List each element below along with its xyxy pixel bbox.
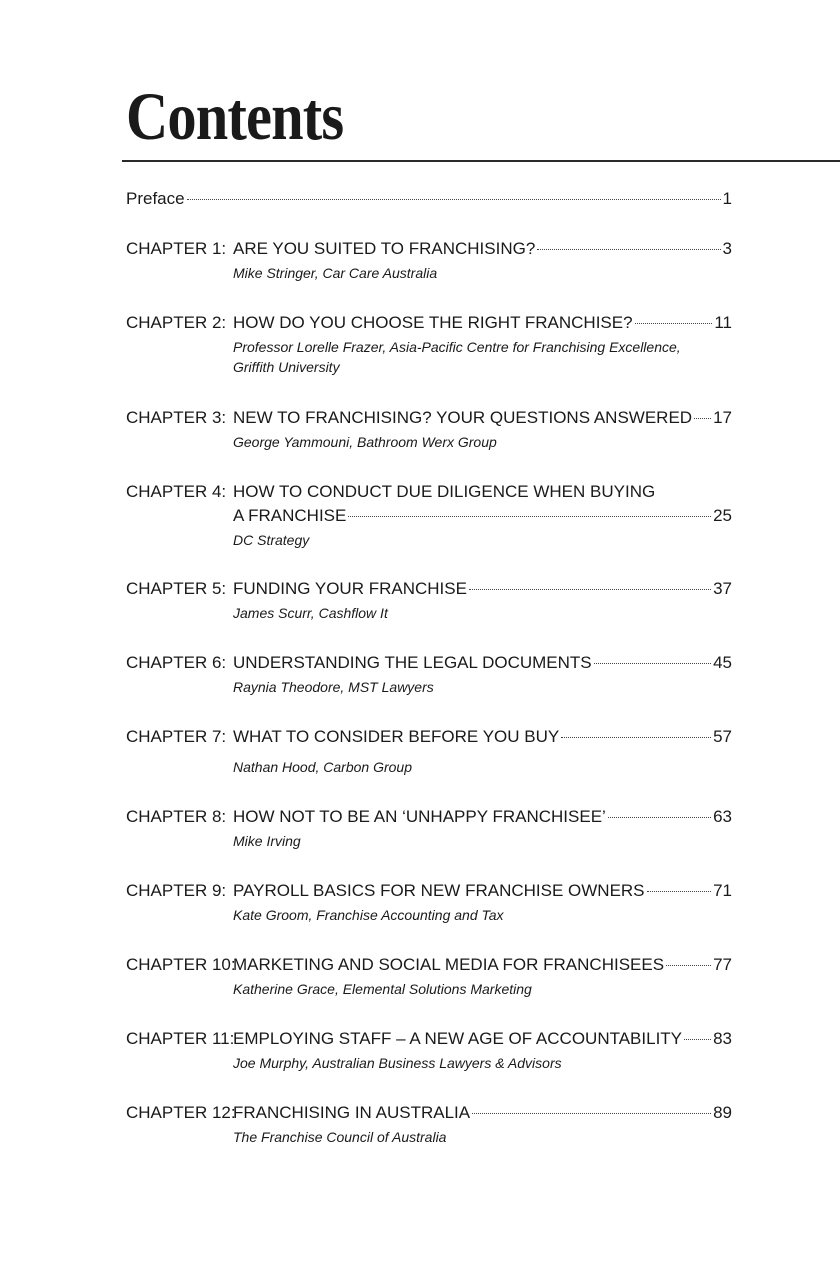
page-number: 11 [714, 313, 732, 332]
chapter-author: DC Strategy [233, 532, 310, 548]
page-number: 45 [713, 653, 732, 672]
dot-leader [187, 198, 721, 200]
page-number: 1 [722, 189, 732, 208]
dot-leader [635, 322, 713, 324]
chapter-author: James Scurr, Cashflow It [233, 605, 388, 621]
dot-leader [537, 248, 720, 250]
toc-entry-chapter-10[interactable] [126, 953, 732, 999]
toc-entry-chapter-11[interactable] [126, 1027, 732, 1073]
chapter-title: MARKETING AND SOCIAL MEDIA FOR FRANCHISEES [233, 955, 665, 974]
page-number: 89 [713, 1103, 732, 1122]
chapter-author: The Franchise Council of Australia [233, 1129, 447, 1145]
chapter-number: CHAPTER 1: [126, 239, 227, 258]
chapter-author: George Yammouni, Bathroom Werx Group [233, 434, 497, 450]
page-number: 25 [713, 506, 732, 525]
chapter-title: WHAT TO CONSIDER BEFORE YOU BUY [233, 727, 560, 746]
chapter-number: CHAPTER 4: [126, 482, 227, 501]
toc-entry-chapter-4[interactable] [126, 480, 732, 550]
chapter-author: Nathan Hood, Carbon Group [233, 759, 412, 775]
title-divider [122, 160, 840, 162]
dot-leader [594, 662, 711, 664]
dot-leader [666, 964, 711, 966]
chapter-author: Raynia Theodore, MST Lawyers [233, 679, 434, 695]
page-number: 83 [713, 1029, 732, 1048]
dot-leader [684, 1038, 711, 1040]
toc-entry-preface[interactable] [126, 187, 732, 211]
chapter-title: EMPLOYING STAFF – A NEW AGE OF ACCOUNTABILITY [233, 1029, 683, 1048]
toc-entry-chapter-2[interactable] [126, 311, 732, 377]
chapter-number: CHAPTER 11: [126, 1029, 235, 1048]
dot-leader [561, 736, 711, 738]
chapter-author: Mike Irving [233, 833, 301, 849]
toc-entry-chapter-8[interactable] [126, 805, 732, 851]
page-number: 71 [713, 881, 732, 900]
toc-entry-chapter-1[interactable] [126, 237, 732, 283]
chapter-number: CHAPTER 10: [126, 955, 236, 974]
chapter-author: Mike Stringer, Car Care Australia [233, 265, 438, 281]
chapter-title: FRANCHISING IN AUSTRALIA [233, 1103, 471, 1122]
dot-leader [472, 1112, 711, 1114]
page-number: 17 [713, 408, 732, 427]
dot-leader [469, 588, 711, 590]
dot-leader [647, 890, 712, 892]
chapter-title-continued: A FRANCHISE [233, 506, 347, 525]
page-title: Contents [126, 78, 344, 154]
toc-entry-chapter-5[interactable] [126, 577, 732, 623]
page-number: 63 [713, 807, 732, 826]
dot-leader [348, 515, 711, 517]
toc-entry-chapter-7[interactable] [126, 725, 732, 777]
chapter-author: Joe Murphy, Australian Business Lawyers & Advisors [233, 1055, 562, 1071]
chapter-number: CHAPTER 3: [126, 408, 227, 427]
chapter-number: CHAPTER 2: [126, 313, 227, 332]
dot-leader [608, 816, 711, 818]
chapter-number: CHAPTER 9: [126, 881, 227, 900]
page-number: 77 [713, 955, 732, 974]
preface-label: Preface [126, 189, 185, 208]
chapter-number: CHAPTER 7: [126, 727, 227, 746]
chapter-number: CHAPTER 6: [126, 653, 227, 672]
toc-entry-chapter-6[interactable] [126, 651, 732, 697]
toc-entry-chapter-3[interactable] [126, 406, 732, 452]
chapter-title: HOW DO YOU CHOOSE THE RIGHT FRANCHISE? [233, 313, 633, 332]
chapter-author-continued: Griffith University [233, 359, 340, 375]
chapter-title: HOW NOT TO BE AN ‘UNHAPPY FRANCHISEE’ [233, 807, 606, 826]
chapter-title: HOW TO CONDUCT DUE DILIGENCE WHEN BUYING [233, 482, 656, 501]
chapter-number: CHAPTER 12: [126, 1103, 236, 1122]
chapter-author: Professor Lorelle Frazer, Asia-Pacific Centre for Franchising Excellence, [233, 339, 681, 355]
chapter-title: NEW TO FRANCHISING? YOUR QUESTIONS ANSWERED [233, 408, 693, 427]
chapter-title: ARE YOU SUITED TO FRANCHISING? [233, 239, 536, 258]
chapter-author: Kate Groom, Franchise Accounting and Tax [233, 907, 504, 923]
chapter-number: CHAPTER 8: [126, 807, 227, 826]
chapter-number: CHAPTER 5: [126, 579, 227, 598]
page-number: 37 [713, 579, 732, 598]
toc-entry-chapter-12[interactable] [126, 1101, 732, 1147]
page-number: 3 [722, 239, 732, 258]
chapter-author: Katherine Grace, Elemental Solutions Marketing [233, 981, 532, 997]
chapter-title: PAYROLL BASICS FOR NEW FRANCHISE OWNERS [233, 881, 645, 900]
page-number: 57 [713, 727, 732, 746]
chapter-title: UNDERSTANDING THE LEGAL DOCUMENTS [233, 653, 592, 672]
chapter-title: FUNDING YOUR FRANCHISE [233, 579, 467, 598]
dot-leader [694, 417, 711, 419]
toc-entry-chapter-9[interactable] [126, 879, 732, 925]
